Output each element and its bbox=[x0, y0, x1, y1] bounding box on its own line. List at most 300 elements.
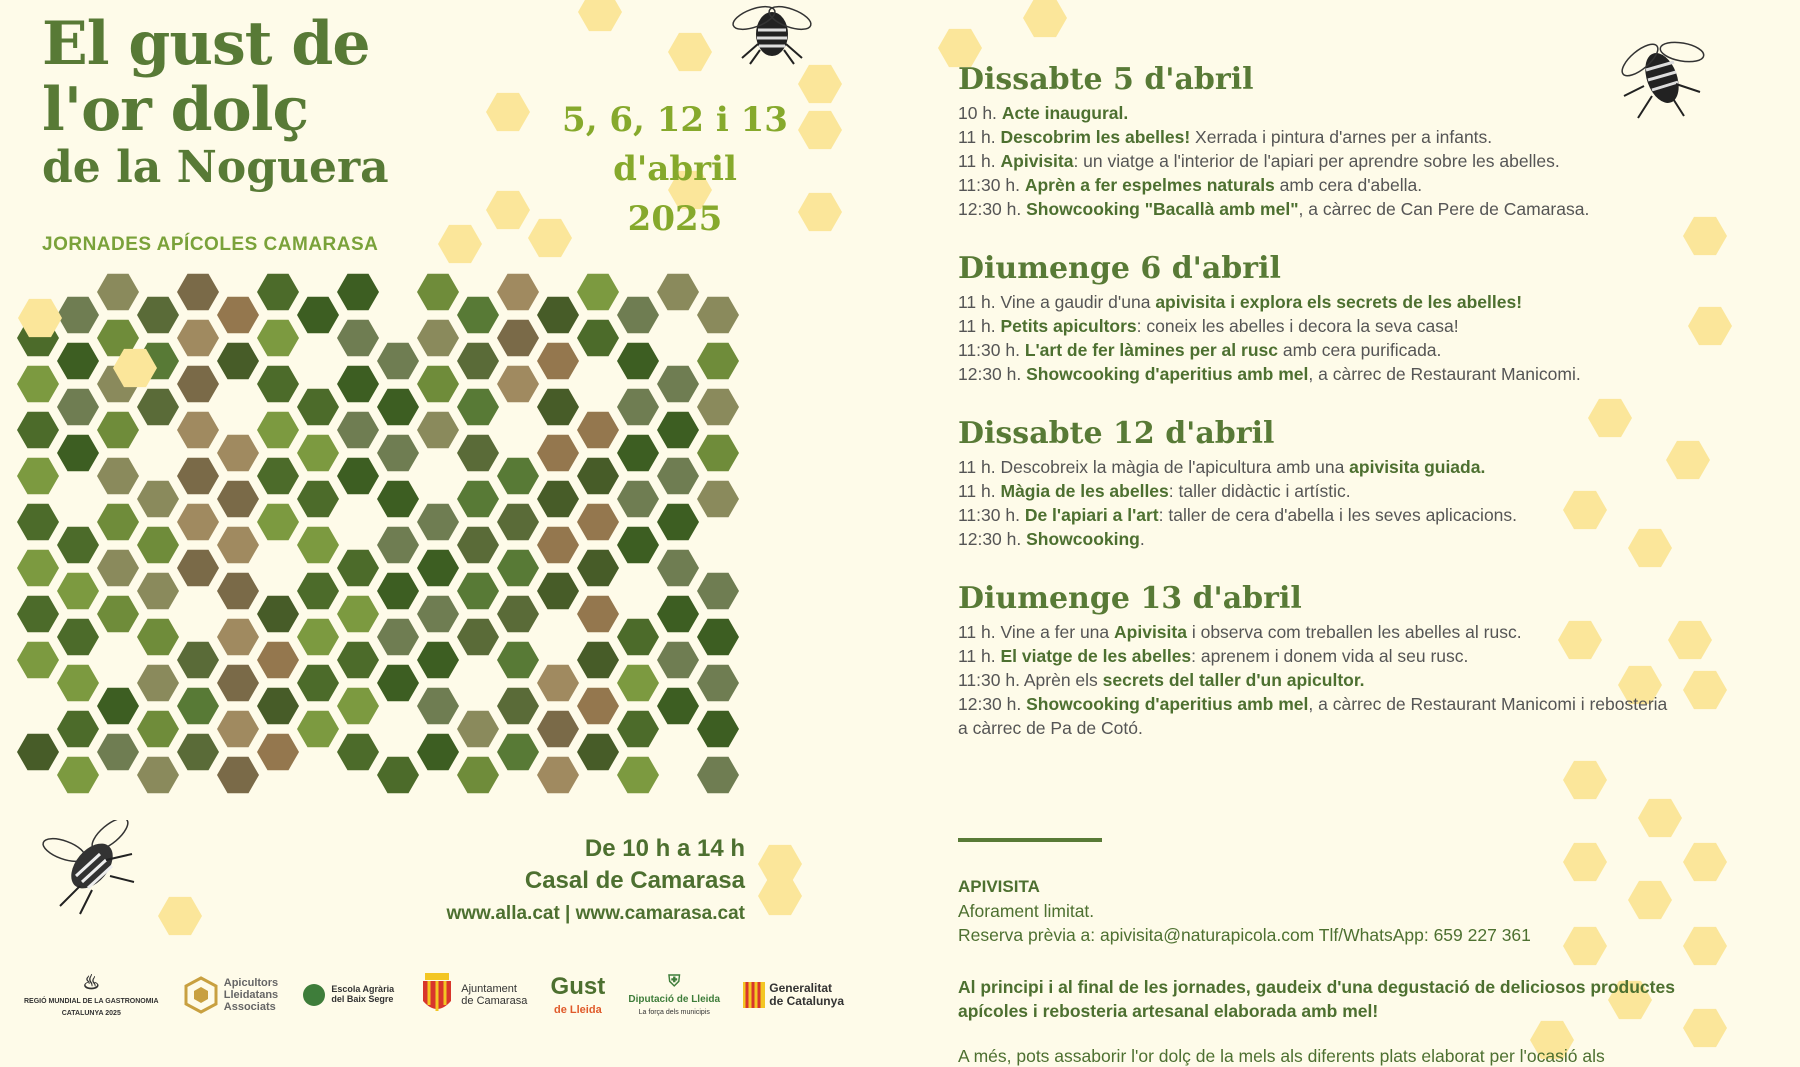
photo-hexagon bbox=[697, 711, 739, 747]
photo-hexagon bbox=[417, 274, 459, 310]
photo-hexagon bbox=[497, 550, 539, 586]
photo-hexagon bbox=[177, 366, 219, 402]
logo-text: Ajuntament bbox=[461, 982, 517, 995]
photo-hexagon bbox=[137, 481, 179, 517]
program-event bbox=[958, 314, 1678, 338]
day-heading: Diumenge 13 d'abril bbox=[958, 581, 1302, 616]
photo-hexagon bbox=[257, 734, 299, 770]
photo-hexagon bbox=[497, 504, 539, 540]
event-time: 11 h. bbox=[958, 127, 996, 147]
photo-hexagon bbox=[697, 665, 739, 701]
event-name: Aprèn a fer espelmes naturals bbox=[1024, 175, 1275, 195]
apivisita-capacity: Aforament limitat. bbox=[958, 901, 1095, 921]
event-time: 12:30 h. bbox=[958, 199, 1022, 219]
logo-ajuntament bbox=[417, 971, 527, 1019]
photo-hexagon bbox=[657, 366, 699, 402]
sponsor-logos bbox=[24, 964, 844, 1026]
photo-hexagon bbox=[337, 550, 379, 586]
photo-hexagon bbox=[457, 389, 499, 425]
program-event bbox=[958, 290, 1678, 314]
photo-hexagon bbox=[17, 412, 59, 448]
bee-icon bbox=[40, 820, 140, 916]
event-time: 12:30 h. bbox=[958, 694, 1022, 714]
event-name: Showcooking bbox=[1026, 529, 1140, 549]
more-info-text: A més, pots assaborir l'or dolç de la mels als diferents plats elaborat per l'ocasió als bbox=[958, 1046, 1605, 1066]
event-detail: : un viatge a l'interior de l'apiari per aprendre sobre les abelles. bbox=[1073, 151, 1560, 171]
yellow-hexagon bbox=[1683, 217, 1727, 255]
photo-hexagon bbox=[177, 550, 219, 586]
event-intro: Vine a gaudir d'una bbox=[1000, 292, 1156, 312]
logo-text: La força dels municipis bbox=[638, 1009, 710, 1017]
photo-hexagon bbox=[417, 642, 459, 678]
photo-hexagon bbox=[177, 688, 219, 724]
photo-hexagon bbox=[337, 596, 379, 632]
photo-hexagon bbox=[497, 320, 539, 356]
event-name: secrets del taller d'un apicultor. bbox=[1102, 670, 1365, 690]
yellow-hexagon bbox=[798, 65, 842, 103]
photo-hexagon bbox=[177, 412, 219, 448]
event-time: 12:30 h. bbox=[958, 529, 1022, 549]
photo-hexagon bbox=[377, 619, 419, 655]
program-event bbox=[958, 149, 1678, 173]
photo-hexagon bbox=[537, 757, 579, 793]
photo-hexagon bbox=[137, 389, 179, 425]
photo-hexagon bbox=[217, 481, 259, 517]
program-day bbox=[958, 581, 1678, 740]
photo-hexagon bbox=[537, 343, 579, 379]
yellow-hexagon bbox=[798, 111, 842, 149]
photo-hexagon bbox=[217, 757, 259, 793]
program-event bbox=[958, 479, 1678, 503]
logo-text: REGIÓ MUNDIAL DE LA GASTRONOMIA bbox=[24, 998, 159, 1006]
photo-hexagon bbox=[457, 297, 499, 333]
photo-hexagon bbox=[337, 734, 379, 770]
tasting-note: Al principi i al final de les jornades, gaudeix d'una degustació de deliciosos productes apícoles i rebosteria artesanal elaborada amb mel! bbox=[958, 977, 1675, 1021]
logo-text: del Baix Segre bbox=[331, 994, 394, 1004]
photo-hexagon bbox=[17, 550, 59, 586]
event-hours: De 10 h a 14 h bbox=[584, 835, 745, 862]
photo-hexagon bbox=[297, 665, 339, 701]
photo-hexagon bbox=[297, 389, 339, 425]
photo-hexagon bbox=[457, 619, 499, 655]
program-event bbox=[958, 455, 1678, 479]
photo-hexagon bbox=[377, 389, 419, 425]
event-time: 11 h. bbox=[958, 316, 996, 336]
photo-hexagon bbox=[497, 642, 539, 678]
photo-hexagon bbox=[577, 412, 619, 448]
photo-hexagon bbox=[97, 596, 139, 632]
yellow-hexagon bbox=[1563, 843, 1607, 881]
photo-hexagon bbox=[337, 642, 379, 678]
logo-text: Associats bbox=[223, 1001, 276, 1014]
logo-escola-agraria bbox=[301, 982, 394, 1008]
photo-hexagon bbox=[577, 274, 619, 310]
event-venue: Casal de Camarasa bbox=[524, 867, 745, 894]
photo-hexagon bbox=[17, 596, 59, 632]
yellow-hexagon bbox=[1638, 799, 1682, 837]
event-time: 11:30 h. bbox=[958, 175, 1020, 195]
program-event bbox=[958, 644, 1678, 668]
logo-text: de Camarasa bbox=[461, 995, 528, 1007]
senyera-icon bbox=[743, 982, 765, 1008]
event-time: 11:30 h. bbox=[958, 670, 1020, 690]
photo-hexagon bbox=[257, 688, 299, 724]
event-dates bbox=[560, 96, 790, 244]
photo-hexagon bbox=[97, 734, 139, 770]
day-heading: Dissabte 12 d'abril bbox=[958, 416, 1275, 451]
photo-hexagon bbox=[177, 504, 219, 540]
event-name: Showcooking "Bacallà amb mel" bbox=[1026, 199, 1299, 219]
event-detail: : coneix les abelles i decora la seva casa! bbox=[1136, 316, 1459, 336]
photo-hexagon bbox=[177, 642, 219, 678]
photo-hexagon bbox=[657, 504, 699, 540]
program-day bbox=[958, 62, 1678, 221]
title-line-1: El gust de bbox=[42, 9, 370, 79]
program-event bbox=[958, 620, 1678, 644]
photo-hexagon bbox=[57, 573, 99, 609]
photo-hexagon bbox=[57, 343, 99, 379]
photo-hexagon bbox=[217, 573, 259, 609]
photo-hexagon bbox=[417, 504, 459, 540]
event-time: 11:30 h. bbox=[958, 340, 1020, 360]
photo-hexagon bbox=[537, 665, 579, 701]
event-detail: , a càrrec de Restaurant Manicomi. bbox=[1308, 364, 1581, 384]
photo-hexagon bbox=[377, 481, 419, 517]
photo-hexagon bbox=[217, 297, 259, 333]
event-detail: Xerrada i pintura d'arnes per a infants. bbox=[1190, 127, 1493, 147]
event-time: 12:30 h. bbox=[958, 364, 1022, 384]
photo-hexagon bbox=[217, 711, 259, 747]
yellow-hexagon bbox=[578, 0, 622, 31]
photo-hexagon bbox=[57, 527, 99, 563]
photo-hexagon bbox=[257, 412, 299, 448]
photo-hexagon bbox=[177, 734, 219, 770]
event-detail: i observa com treballen les abelles al rusc. bbox=[1186, 622, 1522, 642]
photo-hexagon bbox=[417, 366, 459, 402]
coat-of-arms-icon bbox=[417, 971, 457, 1019]
photo-hexagon bbox=[577, 504, 619, 540]
photo-hexagon bbox=[337, 458, 379, 494]
photo-hexagon bbox=[217, 619, 259, 655]
photo-hexagon bbox=[577, 550, 619, 586]
yellow-hexagon bbox=[1683, 843, 1727, 881]
yellow-hexagon bbox=[1683, 927, 1727, 965]
photo-hexagon bbox=[537, 573, 579, 609]
photo-hexagon bbox=[177, 458, 219, 494]
event-time: 11 h. bbox=[958, 457, 996, 477]
event-name: Acte inaugural. bbox=[1001, 103, 1129, 123]
shield-icon: ⛨ bbox=[668, 972, 681, 990]
photo-hexagon bbox=[457, 527, 499, 563]
photo-hexagon bbox=[577, 320, 619, 356]
event-name: Apivisita bbox=[1000, 151, 1074, 171]
photo-hexagon bbox=[257, 320, 299, 356]
yellow-hexagon bbox=[1683, 671, 1727, 709]
photo-hexagon bbox=[17, 734, 59, 770]
event-detail: , a càrrec de Restaurant Manicomi i rebosteria a càrrec de Pa de Cotó. bbox=[958, 694, 1668, 738]
photo-hexagon bbox=[257, 274, 299, 310]
event-time: 11 h. bbox=[958, 481, 996, 501]
yellow-hexagon bbox=[798, 193, 842, 231]
photo-hexagon bbox=[217, 665, 259, 701]
logo-text: Lleidatans bbox=[223, 988, 279, 1001]
photo-hexagon bbox=[137, 757, 179, 793]
event-name: De l'apiari a l'art bbox=[1024, 505, 1159, 525]
photo-hexagon bbox=[297, 573, 339, 609]
photo-hexagon bbox=[457, 573, 499, 609]
program-event bbox=[958, 503, 1678, 527]
program-event bbox=[958, 101, 1678, 125]
event-time: 11 h. bbox=[958, 646, 996, 666]
photo-hexagon bbox=[337, 320, 379, 356]
photo-hexagon bbox=[377, 435, 419, 471]
photo-hexagon bbox=[337, 366, 379, 402]
photo-hexagon bbox=[257, 642, 299, 678]
event-name: El viatge de les abelles bbox=[1000, 646, 1192, 666]
event-schedule-venue bbox=[525, 833, 745, 897]
photo-hexagon bbox=[577, 734, 619, 770]
photo-hexagon bbox=[137, 711, 179, 747]
photo-hexagon bbox=[617, 343, 659, 379]
photo-hexagon bbox=[497, 458, 539, 494]
photo-hexagon bbox=[457, 435, 499, 471]
yellow-hexagon bbox=[158, 897, 202, 935]
event-name: L'art de fer làmines per al rusc bbox=[1024, 340, 1278, 360]
program-day bbox=[958, 251, 1678, 386]
photo-hexagon bbox=[297, 435, 339, 471]
photo-hexagon bbox=[337, 412, 379, 448]
logo-generalitat bbox=[743, 982, 844, 1008]
photo-hexagon bbox=[97, 458, 139, 494]
photo-hexagon bbox=[177, 274, 219, 310]
program-event bbox=[958, 527, 1678, 551]
yellow-hexagon bbox=[1023, 0, 1067, 37]
photo-hexagon bbox=[577, 642, 619, 678]
photo-hexagon bbox=[217, 435, 259, 471]
event-time: 11 h. bbox=[958, 292, 996, 312]
event-name: Apivisita bbox=[1114, 622, 1187, 642]
event-intro: Descobreix la màgia de l'apicultura amb una bbox=[1000, 457, 1350, 477]
photo-hexagon bbox=[657, 458, 699, 494]
photo-hexagon bbox=[537, 527, 579, 563]
photo-hexagon bbox=[457, 343, 499, 379]
photo-hexagon bbox=[417, 412, 459, 448]
photo-hexagon bbox=[297, 481, 339, 517]
event-name: Petits apicultors bbox=[1000, 316, 1137, 336]
apivisita-booking[interactable]: Reserva prèvia a: apivisita@naturapicola.com Tlf/WhatsApp: 659 227 361 bbox=[958, 925, 1531, 945]
event-time: 11:30 h. bbox=[958, 505, 1020, 525]
photo-hexagon bbox=[697, 573, 739, 609]
event-detail: : taller de cera d'abella i les seves aplicacions. bbox=[1158, 505, 1518, 525]
photo-hexagon bbox=[537, 481, 579, 517]
yellow-hexagon bbox=[486, 191, 530, 229]
yellow-hexagon bbox=[668, 33, 712, 71]
photo-hexagon bbox=[257, 504, 299, 540]
photo-hexagon bbox=[657, 596, 699, 632]
photo-hexagon bbox=[537, 711, 579, 747]
photo-hexagon bbox=[697, 389, 739, 425]
photo-hexagon bbox=[657, 274, 699, 310]
photo-hexagon bbox=[617, 389, 659, 425]
photo-hexagon bbox=[417, 734, 459, 770]
photo-hexagon bbox=[417, 596, 459, 632]
photo-hexagon bbox=[497, 366, 539, 402]
event-name: Màgia de les abelles bbox=[1000, 481, 1169, 501]
event-title bbox=[42, 9, 389, 193]
event-detail: : taller didàctic i artístic. bbox=[1168, 481, 1351, 501]
logo-text: Generalitat bbox=[769, 980, 832, 995]
day-heading: Diumenge 6 d'abril bbox=[958, 251, 1281, 286]
yellow-hexagon bbox=[438, 225, 482, 263]
photo-hexagon bbox=[57, 435, 99, 471]
event-name: Showcooking d'aperitius amb mel bbox=[1026, 364, 1309, 384]
photo-hexagon bbox=[577, 688, 619, 724]
photo-hexagon bbox=[577, 596, 619, 632]
title-line-3: de la Noguera bbox=[42, 142, 389, 193]
logo-diputacio bbox=[628, 973, 720, 1017]
title-line-2: l'or dolç bbox=[42, 75, 308, 145]
photo-hexagon bbox=[257, 458, 299, 494]
photo-hexagon bbox=[57, 711, 99, 747]
photo-hexagon bbox=[617, 481, 659, 517]
event-name: Showcooking d'aperitius amb mel bbox=[1026, 694, 1309, 714]
logo-gastronomy-region bbox=[24, 972, 159, 1017]
logo-text: Diputació de Lleida bbox=[628, 994, 721, 1006]
yellow-hexagon bbox=[758, 845, 802, 883]
dates-line-2: d'abril 2025 bbox=[613, 149, 737, 239]
photo-hexagon bbox=[577, 458, 619, 494]
photo-hexagon bbox=[457, 757, 499, 793]
photo-hexagon bbox=[377, 573, 419, 609]
event-detail: amb cera d'abella. bbox=[1274, 175, 1423, 195]
event-time: 11 h. bbox=[958, 622, 996, 642]
photo-hexagon bbox=[457, 481, 499, 517]
photo-hexagon bbox=[57, 757, 99, 793]
yellow-hexagon bbox=[1563, 927, 1607, 965]
photo-hexagon bbox=[257, 366, 299, 402]
honeycomb-icon bbox=[182, 976, 220, 1014]
photo-hexagon bbox=[697, 481, 739, 517]
logo-text: CATALUNYA 2025 bbox=[61, 1010, 121, 1017]
program-event bbox=[958, 173, 1678, 197]
apivisita-heading: APIVISITA bbox=[958, 877, 1040, 896]
photo-hexagon bbox=[497, 734, 539, 770]
photo-hexagon bbox=[377, 343, 419, 379]
event-detail: . bbox=[1139, 529, 1145, 549]
bee-icon bbox=[724, 0, 820, 66]
photo-hexagon bbox=[617, 665, 659, 701]
yellow-hexagon bbox=[1628, 881, 1672, 919]
logo-text: de Catalunya bbox=[769, 994, 844, 1008]
photo-hexagon bbox=[657, 550, 699, 586]
logo-gust-de-lleida bbox=[551, 974, 606, 1016]
program-event bbox=[958, 197, 1678, 221]
program-event bbox=[958, 125, 1678, 149]
photo-hexagon bbox=[17, 642, 59, 678]
photo-hexagon bbox=[417, 688, 459, 724]
photo-hexagon bbox=[17, 366, 59, 402]
photo-hexagon bbox=[617, 527, 659, 563]
photo-hexagon bbox=[57, 665, 99, 701]
yellow-hexagon bbox=[1688, 307, 1732, 345]
photo-hexagon bbox=[377, 527, 419, 563]
photo-hexagon bbox=[137, 665, 179, 701]
photo-hexagon bbox=[657, 642, 699, 678]
photo-hexagon bbox=[377, 665, 419, 701]
event-intro: Aprèn els bbox=[1023, 670, 1103, 690]
yellow-hexagon bbox=[486, 93, 530, 131]
photo-hexagon bbox=[57, 297, 99, 333]
program-event bbox=[958, 668, 1678, 692]
photo-hexagon bbox=[217, 527, 259, 563]
event-detail: : aprenem i donem vida al seu rusc. bbox=[1191, 646, 1469, 666]
photo-hexagon bbox=[537, 389, 579, 425]
leaf-icon bbox=[301, 982, 327, 1008]
event-time: 10 h. bbox=[958, 103, 997, 123]
event-name: apivisita i explora els secrets de les abelles! bbox=[1155, 292, 1523, 312]
logo-text: de Lleida bbox=[554, 1004, 602, 1017]
photo-hexagon bbox=[617, 757, 659, 793]
event-detail: , a càrrec de Can Pere de Camarasa. bbox=[1298, 199, 1590, 219]
photo-hexagon bbox=[537, 435, 579, 471]
logo-text: Apicultors bbox=[223, 976, 279, 989]
photo-hexagon bbox=[137, 527, 179, 563]
photo-hexagon bbox=[537, 297, 579, 333]
day-heading: Dissabte 5 d'abril bbox=[958, 62, 1254, 97]
photo-hexagon bbox=[697, 343, 739, 379]
program-schedule bbox=[958, 62, 1678, 770]
photo-hexagon bbox=[617, 711, 659, 747]
photo-hexagon bbox=[497, 596, 539, 632]
program-event bbox=[958, 692, 1678, 740]
photo-hexagon bbox=[297, 297, 339, 333]
photo-hexagon bbox=[497, 688, 539, 724]
photo-hexagon bbox=[297, 619, 339, 655]
photo-hexagon bbox=[17, 504, 59, 540]
photo-hexagon bbox=[97, 274, 139, 310]
photo-hexagon bbox=[657, 412, 699, 448]
photo-hexagon bbox=[697, 297, 739, 333]
logo-text: Escola Agrària bbox=[331, 984, 395, 995]
logo-text: Gust bbox=[550, 972, 606, 1000]
photo-hexagon bbox=[697, 435, 739, 471]
photo-hexagon bbox=[297, 711, 339, 747]
photo-hexagon bbox=[417, 550, 459, 586]
program-event bbox=[958, 338, 1678, 362]
photo-hexagon bbox=[137, 619, 179, 655]
photo-hexagon bbox=[57, 619, 99, 655]
photo-hexagon bbox=[697, 757, 739, 793]
photo-hexagon bbox=[137, 297, 179, 333]
event-time: 11 h. bbox=[958, 151, 996, 171]
photo-hexagon bbox=[97, 550, 139, 586]
photo-hexagon bbox=[97, 412, 139, 448]
photo-hexagon bbox=[617, 619, 659, 655]
event-name: apivisita guiada. bbox=[1349, 457, 1486, 477]
event-detail: amb cera purificada. bbox=[1277, 340, 1442, 360]
program-day bbox=[958, 416, 1678, 551]
photo-hexagon bbox=[17, 458, 59, 494]
photo-hexagon bbox=[217, 343, 259, 379]
dates-line-1: 5, 6, 12 i 13 bbox=[562, 100, 788, 140]
photo-hexagon bbox=[377, 757, 419, 793]
photo-hexagon bbox=[497, 274, 539, 310]
photo-hexagon bbox=[697, 619, 739, 655]
photo-hexagon bbox=[97, 504, 139, 540]
photo-hexagon bbox=[57, 389, 99, 425]
logo-apicultors bbox=[182, 976, 278, 1014]
event-websites[interactable]: www.alla.cat | www.camarasa.cat bbox=[446, 903, 745, 924]
